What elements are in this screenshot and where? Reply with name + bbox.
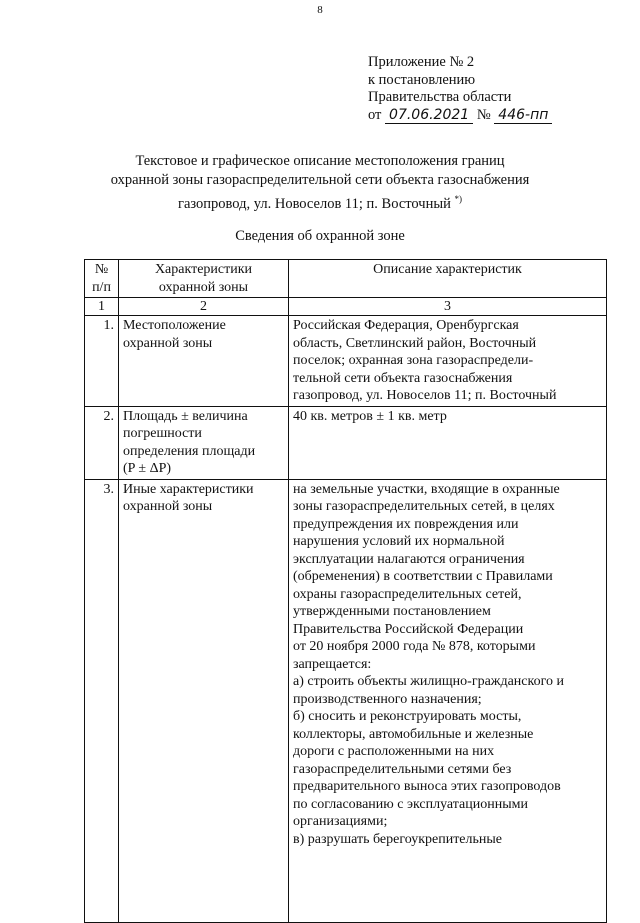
desc-line: (обременения) в соответствии с Правилами — [293, 569, 553, 584]
number-prefix: № — [476, 106, 491, 123]
row-number: 3. — [85, 479, 119, 922]
desc-line: запрещается: — [293, 656, 372, 672]
row-description — [289, 479, 607, 922]
desc-line: газопровод, ул. Новоселов 11; п. Восточный — [293, 388, 557, 403]
desc-line: организациями; — [293, 814, 388, 829]
row-characteristic — [119, 479, 289, 922]
appendix-line-3: Правительства области — [368, 89, 512, 105]
desc-line: б) сносить и реконструировать мосты, — [293, 709, 522, 724]
char-line: определения площади — [123, 443, 256, 459]
title-line-2: охранной зоны газораспределительной сети объекта газоснабжения — [110, 172, 530, 188]
table-header-row — [85, 260, 607, 298]
row-characteristic: Местоположение охранной зоны — [119, 316, 289, 407]
document-title — [0, 152, 640, 214]
char-line: Площадь ± величина — [123, 408, 248, 424]
desc-line: дороги с расположенными на них — [293, 744, 495, 759]
appendix-date-line — [368, 107, 552, 125]
desc-line: коллекторы, автомобильные и железные — [293, 726, 534, 742]
char-line: погрешности — [123, 426, 202, 441]
handwritten-date: 07.06.2021 — [385, 107, 473, 124]
table-row — [85, 479, 607, 922]
desc-line: на земельные участки, входящие в охранные — [293, 481, 560, 497]
title-line-1: Текстовое и графическое описание местоположения границ — [135, 153, 505, 169]
header-cell — [85, 260, 119, 298]
desc-line: Правительства Российской Федерации — [293, 621, 524, 637]
section-title: Сведения об охранной зоне — [235, 228, 405, 244]
char-line: (P ± ΔP) — [123, 461, 172, 476]
desc-line: предварительного выноса этих газопроводов — [293, 779, 561, 794]
appendix-line-2: к постановлению — [368, 71, 476, 88]
title-line-3-text: газопровод, ул. Новоселов 11; п. Восточный — [178, 195, 451, 212]
desc-line: зоны газораспределительных сетей, в целях — [293, 499, 555, 514]
desc-line: поселок; охранная зона газораспредели- — [293, 353, 534, 368]
header-char-line-2: охранной зоны — [158, 279, 249, 295]
desc-line: утвержденными постановлением — [293, 604, 491, 619]
header-cell: Описание характеристик — [289, 260, 607, 298]
char-line: Иные характеристики — [123, 481, 254, 497]
column-number-row — [85, 298, 607, 316]
zone-info-table — [84, 259, 607, 923]
desc-line: производственного назначения; — [293, 691, 482, 707]
header-number-line-2: п/п — [92, 279, 111, 295]
desc-line: охраны газораспределительных сетей, — [293, 586, 522, 602]
appendix-block — [368, 54, 552, 124]
row-characteristic — [119, 406, 289, 479]
desc-line: Российская Федерация, Оренбургская — [293, 318, 519, 333]
desc-line: газораспределительными сетями без — [293, 761, 512, 777]
desc-line: нарушения условий их нормальной — [293, 534, 505, 549]
desc-line: тельной сети объекта газоснабжения — [293, 370, 513, 386]
appendix-line-1: Приложение № 2 — [368, 54, 475, 70]
header-char-line-1: Характеристики — [154, 262, 253, 277]
desc-line: в) разрушать берегоукрепительные — [293, 831, 503, 847]
header-cell — [119, 260, 289, 298]
desc-line: область, Светлинский район, Восточный — [293, 335, 537, 351]
row-number: 2. — [85, 406, 119, 479]
page-number: 8 — [317, 4, 323, 16]
desc-line: от 20 ноября 2000 года № 878, которыми — [293, 639, 536, 654]
footnote-mark: *) — [454, 194, 462, 204]
desc-line: по согласованию с эксплуатационными — [293, 796, 528, 812]
desc-line: предупреждения их повреждения или — [293, 516, 519, 532]
title-line-3 — [0, 190, 640, 214]
column-number: 1 — [85, 298, 119, 316]
char-line: охранной зоны — [123, 499, 213, 514]
table-row — [85, 406, 607, 479]
desc-line: а) строить объекты жилищно-гражданского и — [293, 674, 564, 689]
table-row — [85, 316, 607, 407]
row-description: 40 кв. метров ± 1 кв. метр — [289, 406, 607, 479]
row-description — [289, 316, 607, 407]
column-number: 2 — [119, 298, 289, 316]
handwritten-number: 446-пп — [494, 107, 552, 124]
date-prefix: от — [368, 106, 382, 123]
header-number-line-1: № — [94, 262, 109, 277]
column-number: 3 — [289, 298, 607, 316]
desc-line: эксплуатации налагаются ограничения — [293, 551, 525, 567]
row-number: 1. — [85, 316, 119, 407]
